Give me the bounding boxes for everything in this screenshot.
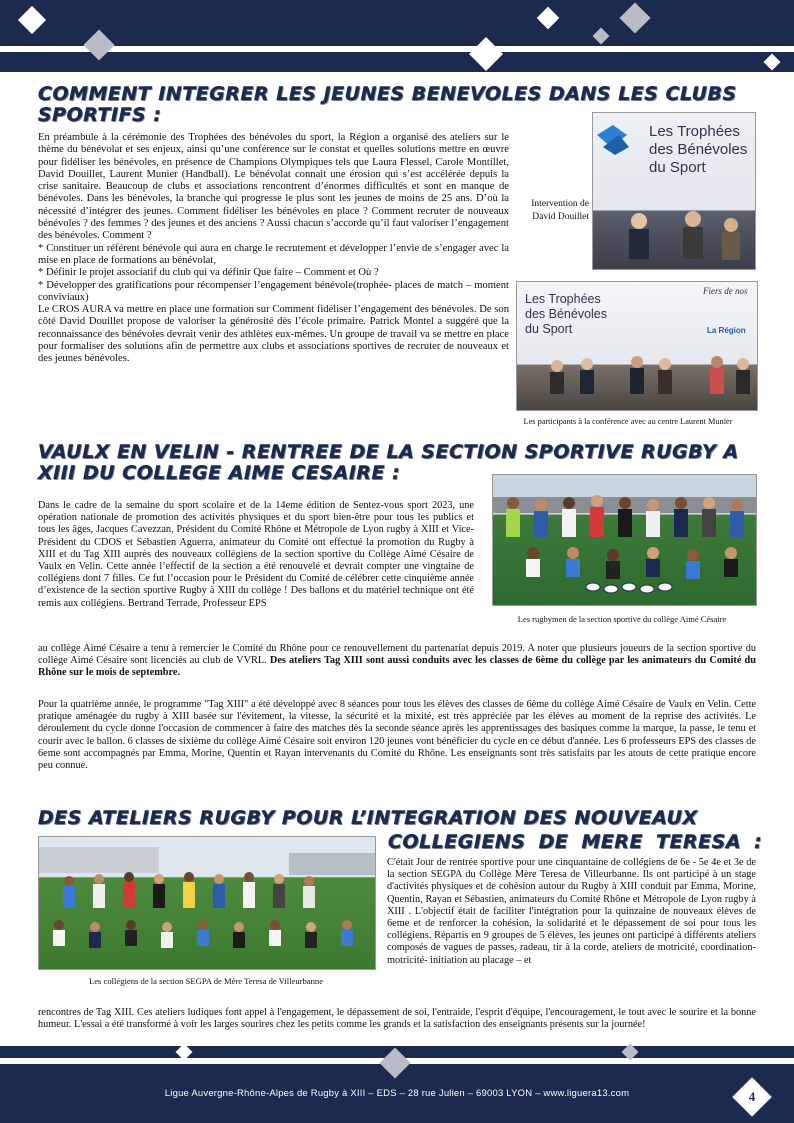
section3-para-continued: rencontres de Tag XIII. Ces ateliers ludiques font appel à l'engagement, le dépassement de soi, l'entraide, l'esprit d'équipe, l'encouragement, le tout avec le sourire et la bonne humeur. L'essai a été transformé à voir les larges sourires chez les petits comme les grands et la satisfaction des enseignants présents sur la journée!	[38, 1007, 756, 1031]
footer-address: Ligue Auvergne-Rhône-Alpes de Rugby à XIII – EDS – 28 rue Julien – 69003 LYON – www.liguera13.com	[164, 1088, 630, 1099]
photo2-tagline: Fiers de nos	[703, 286, 748, 296]
rugby-team-scene	[493, 475, 756, 605]
section2-para1-continued: au collège Aimé Césaire a tenu à remercier le Comité du Rhône pour ce renouvellement du partenariat depuis 2019. A noter que plusieurs joueurs de la section sportive du collège Aimé Césaire sont licenciés au club de VVRL. Des ateliers Tag XIII sont aussi conduits avec les classes de 6ème du collège par les animateurs du Comité du Rhône sur le mois de septembre.	[38, 643, 756, 679]
photo1-banner-text: Les Trophées des Bénévoles du Sport	[649, 123, 748, 176]
section2-title-line2: XIII DU COLLEGE AIME CESAIRE :	[38, 462, 401, 484]
header-band	[0, 0, 794, 46]
section1-paragraph: En préambule à la cérémonie des Trophées des bénévoles du sport, la Région a organisé des ateliers sur le thème du bénévolat et ses enjeux, ainsi qu’une conférence sur le constat et quelles solutions mettre en œuvre pour fidéliser les bénévoles, en présence de Champions Olympiques tels que Laura Flessel, Carole Montillet, David Douillet, Laurent Munier (Handball). Le bénévolat connait une érosion qui s’est accélérée depuis la crise sanitaire. Beaucoup de clubs et associations rencontrent d’énormes difficultés et sont en manque de bénévoles. Dans les bénévoles, la branche qui progresse le plus sont les jeunes de moins de 25 ans. D’où la nécessité d’intégrer des jeunes. Comment fidéliser les bénévoles en place ? Comment recruter de nouveaux bénévoles ? des femmes ? des jeunes et des anciens ? Aussi chacun s’accorde qu’il faut valoriser l’engagement des bénévoles. Comment ?	[38, 132, 509, 242]
section1-bullet: * Constituer un référent bénévole qui aura en charge le recrutement et développer l’envie de s’engager avec la mise en place de formations au bénévolat,	[38, 242, 509, 266]
section1-paragraph: Le CROS AURA va mettre en place une formation sur Comment fidéliser l’engagement des bénévoles. De son côté David Douillet propose de valoriser la générosité dès l’école primaire. Patrick Montel a suggéré que la reconnaissance des bénévoles devrait venir des athlètes eux-mêmes. Un groupe de travail va se mettre en place pour formaliser des solutions afin de permettre aux clubs et associations sportives de recruter de nouveaux et des jeunes bénévoles.	[38, 304, 509, 365]
photo2-banner-text: Les Trophées des Bénévoles du Sport	[525, 292, 608, 336]
rugby-team-caption: Les rugbymen de la section sportive du collège Aimé Césaire	[517, 614, 727, 624]
page-number: 4	[748, 1089, 756, 1104]
conference-photo-2	[516, 281, 758, 411]
photo2-caption: Les participants à la conférence avec au centre Laurent Munier	[523, 417, 733, 426]
section1-body	[38, 132, 509, 366]
section2-para2: Pour la quatrième année, le programme "Tag XIII" a été développé avec 8 séances pour tous les élèves des classes de 6ème du collège Aimé Césaire de Vaulx en Velin. Cette pratique aménagée du rugby à XIII basée sur l'évitement, la vitesse, la sécurité et la mixité, est très appréciée par les élèves au moment de la reprise des activités. Le déroulement du cycle donne l'occasion de commencer à faire des matches dès la seconde séance après les apprentissages des basiques comme la marque, la passe, le tenu et courir avec le ballon. 6 classes de sixième du collège Aimé Césaire soit environ 120 jeunes vont bénéficier du cycle en ce début d'année. Les 6 professeurs EPS des classes de 6eme sont accompagnés par Emma, Morine, Quentin et Rayan intervenants du Comité du Rhône. Les enseignants sont très satisfaits par les atouts de cette pratique encore peu connue.	[38, 699, 756, 772]
rugby-team-photo	[492, 474, 757, 606]
section1-title-line1: COMMENT INTEGRER LES JEUNES BENEVOLES DANS LES CLUBS	[38, 83, 737, 105]
header-stripe	[0, 52, 794, 72]
photo1-side-caption: Intervention de David Douillet	[531, 199, 589, 222]
photo2-brand: La Région	[707, 326, 746, 335]
segpa-group-scene	[39, 837, 375, 969]
section2-para1: Dans le cadre de la semaine du sport scolaire et de la 14eme édition de Sentez-vous sport 2023, une opération nationale de promotion des activités physiques et du sport bien-être pour tous les publics et tous les âges, Jacques Cavezzan, Président du Comité Rhône et Métropole de Lyon rugby à XIII et Vice-Président du CDOS et Sébastien Aguerra, animateur du Comité ont effectué la promotion du Rugby à XIII et du Tag XIII auprès des nouveaux collégiens de la section sportive du Collège Aimé Césaire de Vaulx en Velin. Cette année l’effectif de la section a été renouvelé et devrait compter une vingtaine de collégiens dont 7 filles. Ce fut l’occasion pour le Président du Comité de célébrer cette cinquième année d’existence de la section sportive Rugby à XIII du collège ! Des ballons et du matériel technique ont été remis aux collégiens. Bertrand Terrade, Professeur EPS	[38, 500, 474, 609]
segpa-photo-caption: Les collégiens de la section SEGPA de Mère Teresa de Villeurbanne	[88, 976, 324, 986]
section1-bullet: * Définir le projet associatif du club qui va définir Que faire – Comment et Où ?	[38, 267, 379, 279]
section2-title-line1: VAULX EN VELIN - RENTREE DE LA SECTION SPORTIVE RUGBY A	[38, 441, 739, 463]
section1-bullet: * Développer des gratifications pour récompenser l’engagement bénévole(trophée- places de match – moment conviviaux)	[38, 279, 509, 303]
section3-title-line1: DES ATELIERS RUGBY POUR L’INTEGRATION DES NOUVEAUX	[38, 807, 698, 829]
conference-photo-1	[592, 112, 756, 270]
section3-para: C'était Jour de rentrée sportive pour une cinquantaine de collégiens de 6e - 5e 4e et 3e de la section SEGPA du Collège Mère Teresa de Villeurbanne. Ils ont participé à un stage d'activités physiques et de cohésion autour du Rugby à XIII conduit par Emma, Morine, Quentin, Rayan et Sébastien, animateurs du Comité Rhône et Métropole de Lyon rugby à XIII . L'objectif était de faciliter l'intégration pour la quinzaine de nouveaux élèves de 6eme et de renforcer la cohésion, la solidarité et le dépassement de soi pour tous les collégiens. Répartis en 9 groupes de 5 élèves, les jeunes ont participé à différents ateliers composés de vagues de passes, radeau, tir à la corde, ateliers de motricité, coordination-motricité- initiation au placage – et	[387, 857, 756, 966]
segpa-group-photo	[38, 836, 376, 970]
section2-bold-note: Des ateliers Tag XIII sont aussi conduits avec les classes de 6ème du collège par les animateurs du Comité du Rhône sur le mois de septembre.	[38, 655, 756, 679]
section3-title-line2: COLLEGIENS DE MERE TERESA :	[388, 831, 763, 853]
section1-title-line2: SPORTIFS :	[38, 104, 162, 126]
